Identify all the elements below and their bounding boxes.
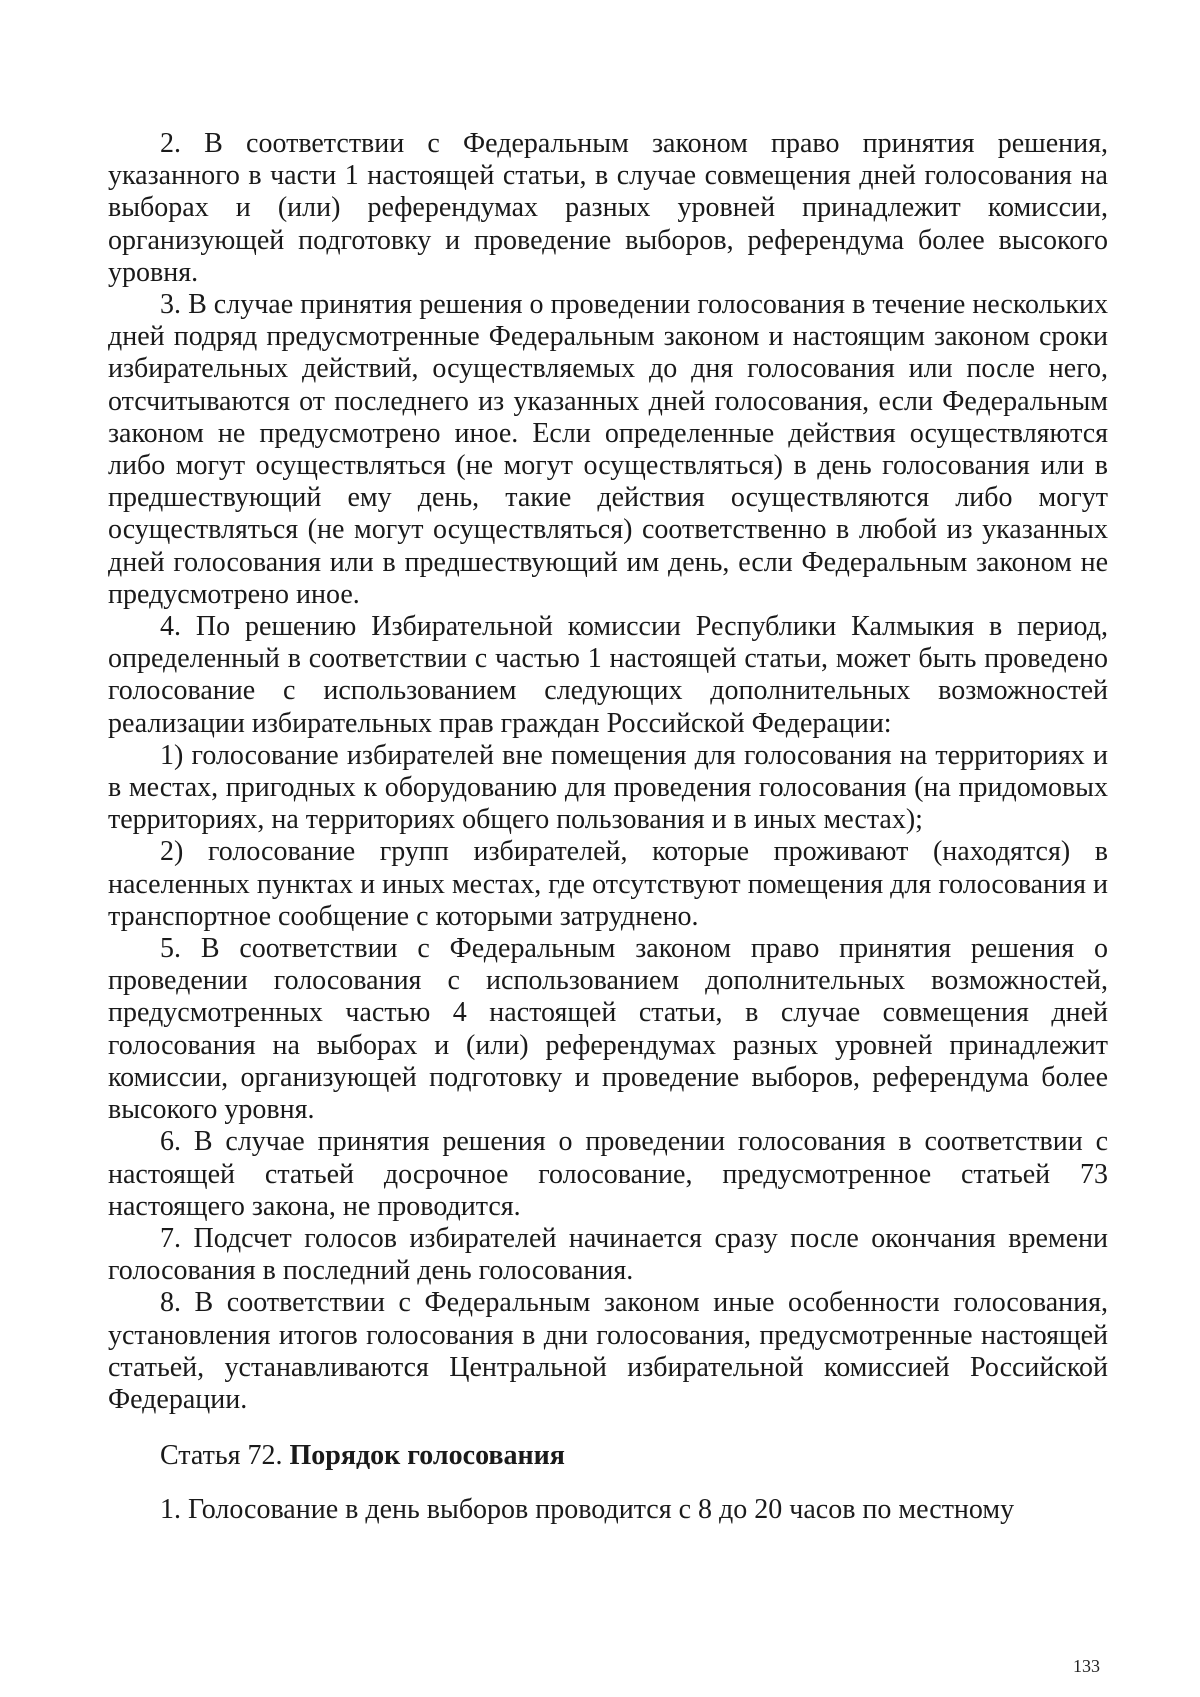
- paragraph-5: 5. В соответствии с Федеральным законом право принятия решения о проведении голосования с использованием дополнительных возможностей, предусмотренных частью 4 настоящей статьи, в случае совмещения дней голосования на выборах и (или) референдумах разных уровней принадлежит комиссии, организующей подготовку и проведение выборов, референдума более высокого уровня.: [108, 933, 1108, 1126]
- paragraph-article-72-1: 1. Голосование в день выборов проводится с 8 до 20 часов по местному: [160, 1494, 1015, 1526]
- page-number: 133: [1073, 1656, 1100, 1676]
- article-title: Порядок голосования: [289, 1440, 565, 1472]
- paragraph-6: 6. В случае принятия решения о проведении голосования в соответствии с настоящей статьей досрочное голосование, предусмотренное статьей 73 настоящего закона, не проводится.: [108, 1126, 1108, 1222]
- list-item-2: 2) голосование групп избирателей, которые проживают (находятся) в населенных пунктах и иных местах, где отсутствуют помещения для голосования и транспортное сообщение с которыми затруднено.: [108, 836, 1108, 932]
- paragraph-7: 7. Подсчет голосов избирателей начинается сразу после окончания времени голосования в последний день голосования.: [108, 1222, 1108, 1287]
- list-item-1: 1) голосование избирателей вне помещения для голосования на территориях и в местах, пригодных к оборудованию для проведения голосования (на придомовых территориях, на территориях общего пользования и в иных местах);: [108, 739, 1108, 836]
- article-heading: [108, 1440, 1108, 1472]
- paragraph-3: 3. В случае принятия решения о проведении голосования в течение нескольких дней подряд предусмотренные Федеральным законом и настоящим законом сроки избирательных действий, осуществляемых до дня голосования или после него, отсчитываются от последнего из указанных дней голосования, если Федеральным законом не предусмотрено иное. Если определенные действия осуществляются либо могут осуществляться (не могут осуществляться) в день голосования или в предшествующий ему день, такие действия осуществляются либо могут осуществляться (не могут осуществляться) соответственно в любой из указанных дней голосования или в предшествующий им день, если Федеральным законом не предусмотрено иное.: [108, 289, 1108, 610]
- paragraph-2: 2. В соответствии с Федеральным законом право принятия решения, указанного в части 1 настоящей статьи, в случае совмещения дней голосования на выборах и (или) референдумах разных уровней принадлежит комиссии, организующей подготовку и проведение выборов, референдума более высокого уровня.: [108, 128, 1108, 288]
- paragraph-4: 4. По решению Избирательной комиссии Республики Калмыкия в период, определенный в соответствии с частью 1 настоящей статьи, может быть проведено голосование с использованием следующих дополнительных возможностей реализации избирательных прав граждан Российской Федерации:: [108, 611, 1108, 739]
- document-body: [108, 128, 1108, 1527]
- article-number: Статья 72.: [160, 1440, 283, 1472]
- paragraph-8: 8. В соответствии с Федеральным законом иные особенности голосования, установления итогов голосования в дни голосования, предусмотренные настоящей статьей, устанавливаются Центральной избирательной комиссией Российской Федерации.: [108, 1287, 1108, 1415]
